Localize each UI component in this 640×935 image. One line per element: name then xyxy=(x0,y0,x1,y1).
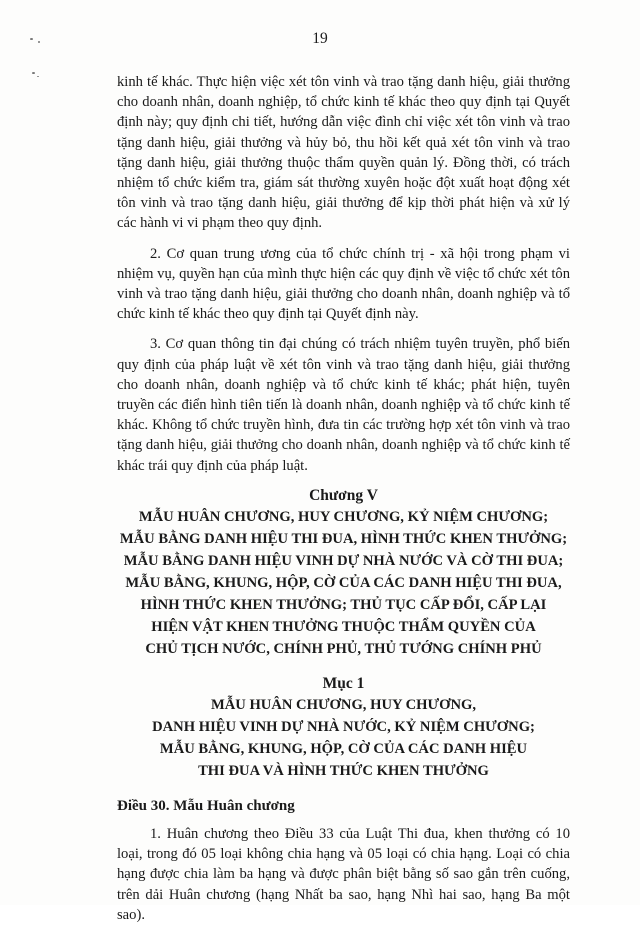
intro-paragraph: kinh tế khác. Thực hiện việc xét tôn vinh và trao tặng danh hiệu, giải thưởng cho doanh nhân, doanh nghiệp, tổ chức kinh tế khác theo quy định tại Quyết định này; quy định chi tiết, hướng dẫn việc đình chỉ việc xét tôn vinh và trao tặng danh hiệu, giải thưởng và hủy bỏ, thu hồi kết quả xét tôn vinh và trao tặng danh hiệu, giải thưởng thuộc thẩm quyền quản lý. Đồng thời, có trách nhiệm tổ chức kiểm tra, giám sát thường xuyên hoặc đột xuất hoạt động xét tôn vinh và trao tặng danh hiệu, giải thưởng để kịp thời phát hiện và xử lý các hành vi vi phạm theo quy định. xyxy=(117,74,570,232)
chapter-title-line: MẪU BẰNG DANH HIỆU VINH DỰ NHÀ NƯỚC VÀ CỜ THI ĐUA; xyxy=(123,552,564,569)
section-title-line: DANH HIỆU VINH DỰ NHÀ NƯỚC, KỶ NIỆM CHƯƠNG; xyxy=(152,718,535,735)
chapter-heading xyxy=(117,486,570,660)
section-title-line: MẪU BẰNG, KHUNG, HỘP, CỜ CỦA CÁC DANH HIỆU xyxy=(159,740,528,757)
chapter-title-line: MẪU BẰNG DANH HIỆU THI ĐUA, HÌNH THỨC KHEN THƯỞNG; xyxy=(119,530,568,547)
paragraph-3: 3. Cơ quan thông tin đại chúng có trách nhiệm tuyên truyền, phổ biến quy định của pháp luật về xét tôn vinh và trao tặng danh hiệu, giải thưởng cho doanh nhân, doanh nghiệp và tổ chức kinh tế khác; phát hiện, tuyên truyền các điển hình tiên tiến là doanh nhân, doanh nghiệp và tổ chức kinh tế khác. Không tổ chức truyền hình, đưa tin các trường hợp xét tôn vinh và trao tặng danh hiệu, giải thưởng cho doanh nhân, doanh nghiệp và tổ chức kinh tế khác trái quy định của pháp luật. xyxy=(117,336,570,474)
article-title: Điều 30. Mẫu Huân chương xyxy=(117,797,295,814)
chapter-label: Chương V xyxy=(309,486,378,504)
spacer xyxy=(117,660,570,674)
chapter-title-line: MẪU HUÂN CHƯƠNG, HUY CHƯƠNG, KỶ NIỆM CHƯƠNG; xyxy=(138,508,549,525)
chapter-title-line: CHỦ TỊCH NƯỚC, CHÍNH PHỦ, THỦ TƯỚNG CHÍNH PHỦ xyxy=(145,640,542,657)
document-body xyxy=(117,72,570,935)
chapter-title-line: HÌNH THỨC KHEN THƯỞNG; THỦ TỤC CẤP ĐỔI, CẤP LẠI xyxy=(140,596,547,613)
section-title-line: THI ĐUA VÀ HÌNH THỨC KHEN THƯỞNG xyxy=(198,762,489,779)
page-number: 19 xyxy=(312,30,328,47)
chapter-title-line: MẪU BẰNG, KHUNG, HỘP, CỜ CỦA CÁC DANH HIỆU THI ĐUA, xyxy=(125,574,562,591)
section-heading xyxy=(117,674,570,782)
scan-speck xyxy=(37,76,39,77)
chapter-title-line: HIỆN VẬT KHEN THƯỞNG THUỘC THẨM QUYỀN CỦA xyxy=(151,618,536,635)
paragraph-2: 2. Cơ quan trung ương của tổ chức chính trị - xã hội trong phạm vi nhiệm vụ, quyền hạn của mình thực hiện các quy định về việc tổ chức xét tôn vinh và trao tặng danh hiệu, giải thưởng cho doanh nhân, doanh nghiệp và tổ chức kinh tế khác theo quy định tại Quyết định này. xyxy=(117,245,570,323)
section-title-line: MẪU HUÂN CHƯƠNG, HUY CHƯƠNG, xyxy=(210,696,477,713)
scan-speck xyxy=(32,72,35,74)
section-label: Mục 1 xyxy=(322,674,365,692)
article-paragraph-1: 1. Huân chương theo Điều 33 của Luật Thi đua, khen thưởng có 10 loại, trong đó 05 loại không chia hạng và 05 loại có chia hạng. Loại có chia hạng được chia làm ba hạng và được phân biệt bằng số sao gắn trên cuống, trên dải Huân chương (hạng Nhất ba sao, hạng Nhì hai sao, hạng Ba một sao). xyxy=(117,826,570,923)
